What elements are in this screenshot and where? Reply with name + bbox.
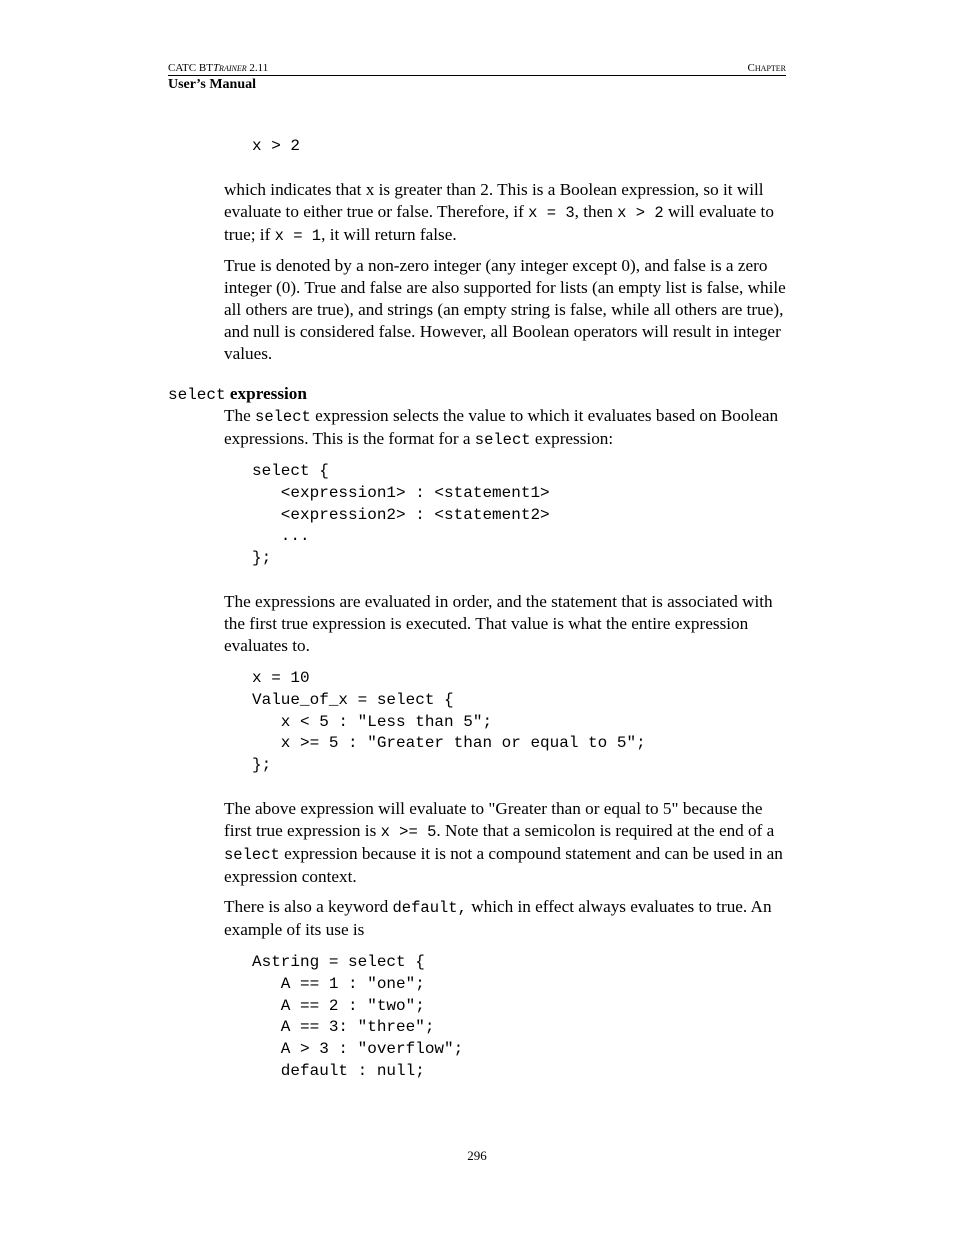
code-boolean-example: x > 2 (252, 137, 301, 155)
header-chapter: Chapter (747, 62, 786, 74)
page-number: 296 (467, 1148, 487, 1163)
paragraph-true-false: True is denoted by a non-zero integer (any integer except 0), and false is a zero integer (0). True and false are also supported for lists (an empty list is false, while all others are true), and strings (an empty string is false, while all others are true), and null is considered false. However, all Boolean operators will result in integer values. (224, 256, 786, 363)
paragraph-semicolon-note: The above expression will evaluate to "Greater than or equal to 5" because the first true expression is x >= 5. Note that a semicolon is required at the end of a select expression because it is not a compound statement and can be used in an expression context. (224, 799, 783, 886)
paragraph-boolean-explanation: which indicates that x is greater than 2. This is a Boolean expression, so it will evaluate to either true or false. Therefore, if x = 3, then x > 2 will evaluate to true; if x = 1, it will return false. (224, 180, 774, 245)
header-line (168, 62, 786, 76)
code-default-example: Astring = select { A == 1 : "one"; A == 2 : "two"; A == 3: "three"; A > 3 : "overflow"; default : null; (252, 953, 464, 1080)
section-heading-select: select expression (168, 384, 307, 404)
page-header (168, 62, 786, 93)
code-select-example: x = 10 Value_of_x = select { x < 5 : "Less than 5"; x >= 5 : "Greater than or equal to 5"; }; (252, 669, 646, 775)
paragraph-evaluation-order: The expressions are evaluated in order, and the statement that is associated with the first true expression is executed. That value is what the entire expression evaluates to. (224, 592, 773, 655)
paragraph-default-keyword: There is also a keyword default, which in effect always evaluates to true. An example of its use is (224, 897, 772, 939)
header-product: CATC BTTrainer 2.11 (168, 62, 269, 74)
paragraph-select-intro: The select expression selects the value to which it evaluates based on Boolean expressions. This is the format for a select expression: (224, 406, 779, 449)
code-select-format: select { <expression1> : <statement1> <expression2> : <statement2> ... }; (252, 462, 550, 568)
header-subtitle: User’s Manual (168, 77, 257, 92)
